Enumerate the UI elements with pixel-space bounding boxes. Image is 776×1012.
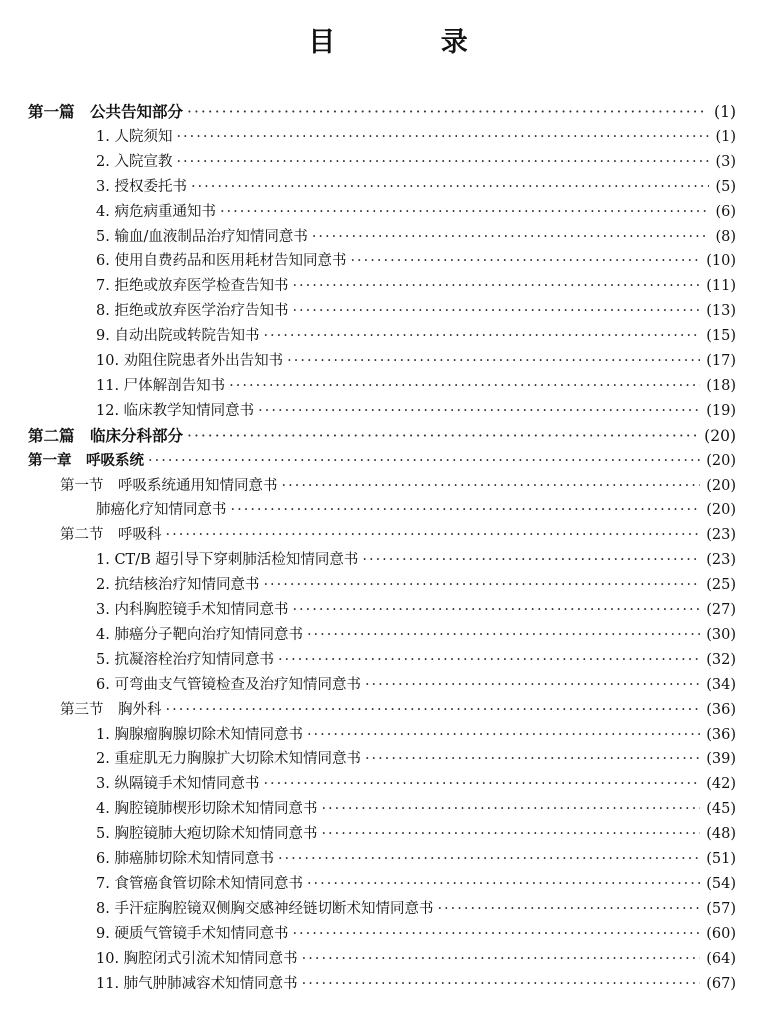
leader-dots [292,303,700,319]
toc-entry[interactable] [96,772,736,797]
toc-entry[interactable] [60,474,736,499]
leader-dots [302,976,701,992]
leader-dots [350,253,700,269]
toc-entry-page: (54) [706,875,736,892]
toc-entry[interactable] [96,573,736,598]
toc-entry[interactable] [96,299,736,324]
toc-entry-page: (6) [715,203,736,220]
leader-dots [307,727,700,743]
toc-entry-page: (18) [706,377,736,394]
toc-entry-page: (60) [706,925,736,942]
toc-entry[interactable] [96,374,736,399]
toc-entry-title: 1. 人院须知 [96,128,173,145]
leader-dots [166,702,701,718]
toc-entry-page: (17) [706,353,736,369]
toc-entry-title: 第一章 呼吸系统 [28,451,144,469]
toc-entry[interactable] [96,797,736,822]
toc-entry-page: (23) [706,552,736,569]
toc-entry-page: (3) [715,153,736,170]
toc-entry[interactable] [96,598,736,623]
toc-entry-page: (45) [706,801,736,818]
leader-dots [365,677,700,693]
toc-entry[interactable] [96,349,736,374]
toc-entry-page: (20) [704,426,736,445]
toc-entry[interactable] [96,922,736,947]
toc-entry-title: 5. 输血/血液制品治疗知情同意书 [96,228,308,245]
toc-entry-title: 11. 尸体解剖告知书 [96,377,226,394]
toc-entry-title: 1. CT/B 超引导下穿刺肺活检知情同意书 [96,552,359,569]
leader-dots [437,901,700,917]
toc-entry-page: (32) [706,651,736,668]
toc-entry-page: (10) [706,253,736,270]
leader-dots [191,179,710,195]
leader-dots [307,627,700,643]
toc-entry-page: (36) [706,726,736,743]
toc-entry[interactable] [96,822,736,847]
toc-entry[interactable] [28,424,736,449]
leader-dots [307,876,700,892]
toc-entry-page: (15) [706,328,736,345]
leader-dots [187,427,698,445]
toc-entry-title: 3. 纵隔镜手术知情同意书 [96,776,260,793]
toc-entry[interactable] [96,548,736,573]
toc-entry[interactable] [96,947,736,972]
toc-entry-title: 7. 食管癌食管切除术知情同意书 [96,875,303,892]
toc-entry[interactable] [96,125,736,150]
toc-entry-page: (1) [715,128,736,145]
leader-dots [263,328,700,344]
toc-entry[interactable] [60,523,736,548]
leader-dots [148,453,700,469]
toc-entry[interactable] [96,399,736,424]
leader-dots [258,403,700,419]
toc-entry[interactable] [96,847,736,872]
toc-entry-title: 12. 临床教学知情同意书 [96,402,255,419]
toc-entry-title: 2. 入院宣教 [96,153,173,170]
toc-entry-title: 10. 胸腔闭式引流术知情同意书 [96,950,298,967]
toc-entry-title: 3. 内科胸腔镜手术知情同意书 [96,602,289,618]
toc-entry-title: 5. 胸腔镜肺大疱切除术知情同意书 [96,826,318,843]
toc-entry-page: (13) [706,303,736,320]
toc-entry[interactable] [96,648,736,673]
leader-dots [362,552,700,568]
leader-dots [312,229,710,245]
toc-entry[interactable] [96,150,736,175]
leader-dots [231,502,701,518]
toc-entry-title: 6. 可弯曲支气管镜检查及治疗知情同意书 [96,676,361,693]
page-title: 目 录 [308,27,516,58]
toc-entry-page: (42) [706,776,736,793]
toc-entry-page: (67) [706,975,736,992]
toc-entry-title: 3. 授权委托书 [96,178,187,195]
toc-entry-title: 5. 抗凝溶栓治疗知情同意书 [96,651,274,668]
toc-entry[interactable] [96,747,736,772]
toc-entry[interactable] [96,274,736,299]
toc-entry-title: 9. 硬质气管镜手术知情同意书 [96,925,289,942]
leader-dots [229,378,700,394]
toc-entry[interactable] [28,449,736,474]
toc-entry[interactable] [96,249,736,274]
toc-entry-title: 9. 自动出院或转院告知书 [96,328,260,345]
toc-entry[interactable] [96,723,736,748]
leader-dots [166,527,701,543]
toc-entry-page: (64) [706,950,736,967]
toc-entry[interactable] [96,897,736,922]
leader-dots [292,602,700,618]
toc-entry-page: (8) [715,228,736,245]
toc-entry-page: (48) [706,826,736,843]
toc-entry-title: 4. 胸腔镜肺楔形切除术知情同意书 [96,801,318,818]
toc-entry-page: (19) [706,402,736,419]
toc-entry-page: (5) [715,178,736,195]
toc-entry[interactable] [28,100,736,125]
toc-entry-page: (20) [706,452,736,469]
toc-entry[interactable] [96,972,736,997]
toc-entry[interactable] [96,324,736,349]
leader-dots [321,801,700,817]
toc-entry-title: 6. 肺癌肺切除术知情同意书 [96,851,274,867]
toc-entry[interactable] [96,175,736,200]
toc-entry-page: (30) [706,626,736,643]
toc-entry[interactable] [96,200,736,225]
toc-entry-title: 第一节 呼吸系统通用知情同意书 [60,477,278,494]
toc-entry-page: (11) [706,278,736,295]
leader-dots [220,204,710,220]
toc-entry-page: (34) [706,676,736,693]
toc-entry-title: 肺癌化疗知情同意书 [96,502,227,519]
toc-entry-title: 8. 手汗症胸腔镜双侧胸交感神经链切断术知情同意书 [96,900,434,917]
toc-entry-title: 11. 肺气肿肺减容术知情同意书 [96,975,298,992]
toc-entry[interactable] [96,872,736,897]
toc-entry-title: 第一篇 公共告知部分 [28,102,184,121]
toc-entry-page: (57) [706,900,736,917]
toc-entry-title: 第二节 呼吸科 [60,527,162,544]
toc-entry[interactable] [96,623,736,648]
leader-dots [365,751,700,767]
leader-dots [263,776,700,792]
toc-entry-title: 2. 重症肌无力胸腺扩大切除术知情同意书 [96,751,361,768]
leader-dots [187,103,708,121]
leader-dots [292,278,700,294]
toc-entry-title: 8. 拒绝或放弃医学治疗告知书 [96,303,289,320]
toc-entry-title: 6. 使用自费药品和医用耗材告知同意书 [96,253,347,270]
toc-entry[interactable] [96,498,736,523]
leader-dots [282,478,701,494]
toc-entry-page: (23) [706,527,736,544]
toc-entry-title: 10. 劝阻住院患者外出告知书 [96,353,284,369]
toc-entry-page: (39) [706,751,736,768]
leader-dots [278,652,700,668]
leader-dots [278,851,700,867]
toc-entry-title: 4. 病危病重通知书 [96,203,216,220]
toc-entry-title: 2. 抗结核治疗知情同意书 [96,577,260,594]
toc-entry-page: (1) [714,103,736,121]
toc-entry-title: 7. 拒绝或放弃医学检查告知书 [96,278,289,295]
toc-entry-page: (51) [706,851,736,867]
toc-entry-page: (20) [706,477,736,494]
leader-dots [176,154,709,170]
toc-entry[interactable] [60,698,736,723]
leader-dots [321,826,700,842]
leader-dots [287,353,700,369]
toc-entry-page: (36) [706,701,736,718]
toc-entry-page: (27) [706,602,736,618]
toc-entry[interactable] [96,225,736,250]
leader-dots [176,129,709,145]
toc-entry-page: (20) [706,502,736,519]
toc-entry-page: (25) [706,577,736,594]
toc-entry-title: 第二篇 临床分科部分 [28,425,184,445]
toc-entry[interactable] [96,673,736,698]
toc-entry-title: 1. 胸腺瘤胸腺切除术知情同意书 [96,726,303,743]
toc-entry-title: 第三节 胸外科 [60,701,162,718]
toc-entry-title: 4. 肺癌分子靶向治疗知情同意书 [96,626,303,643]
leader-dots [302,951,701,967]
leader-dots [292,926,700,942]
leader-dots [263,577,700,593]
